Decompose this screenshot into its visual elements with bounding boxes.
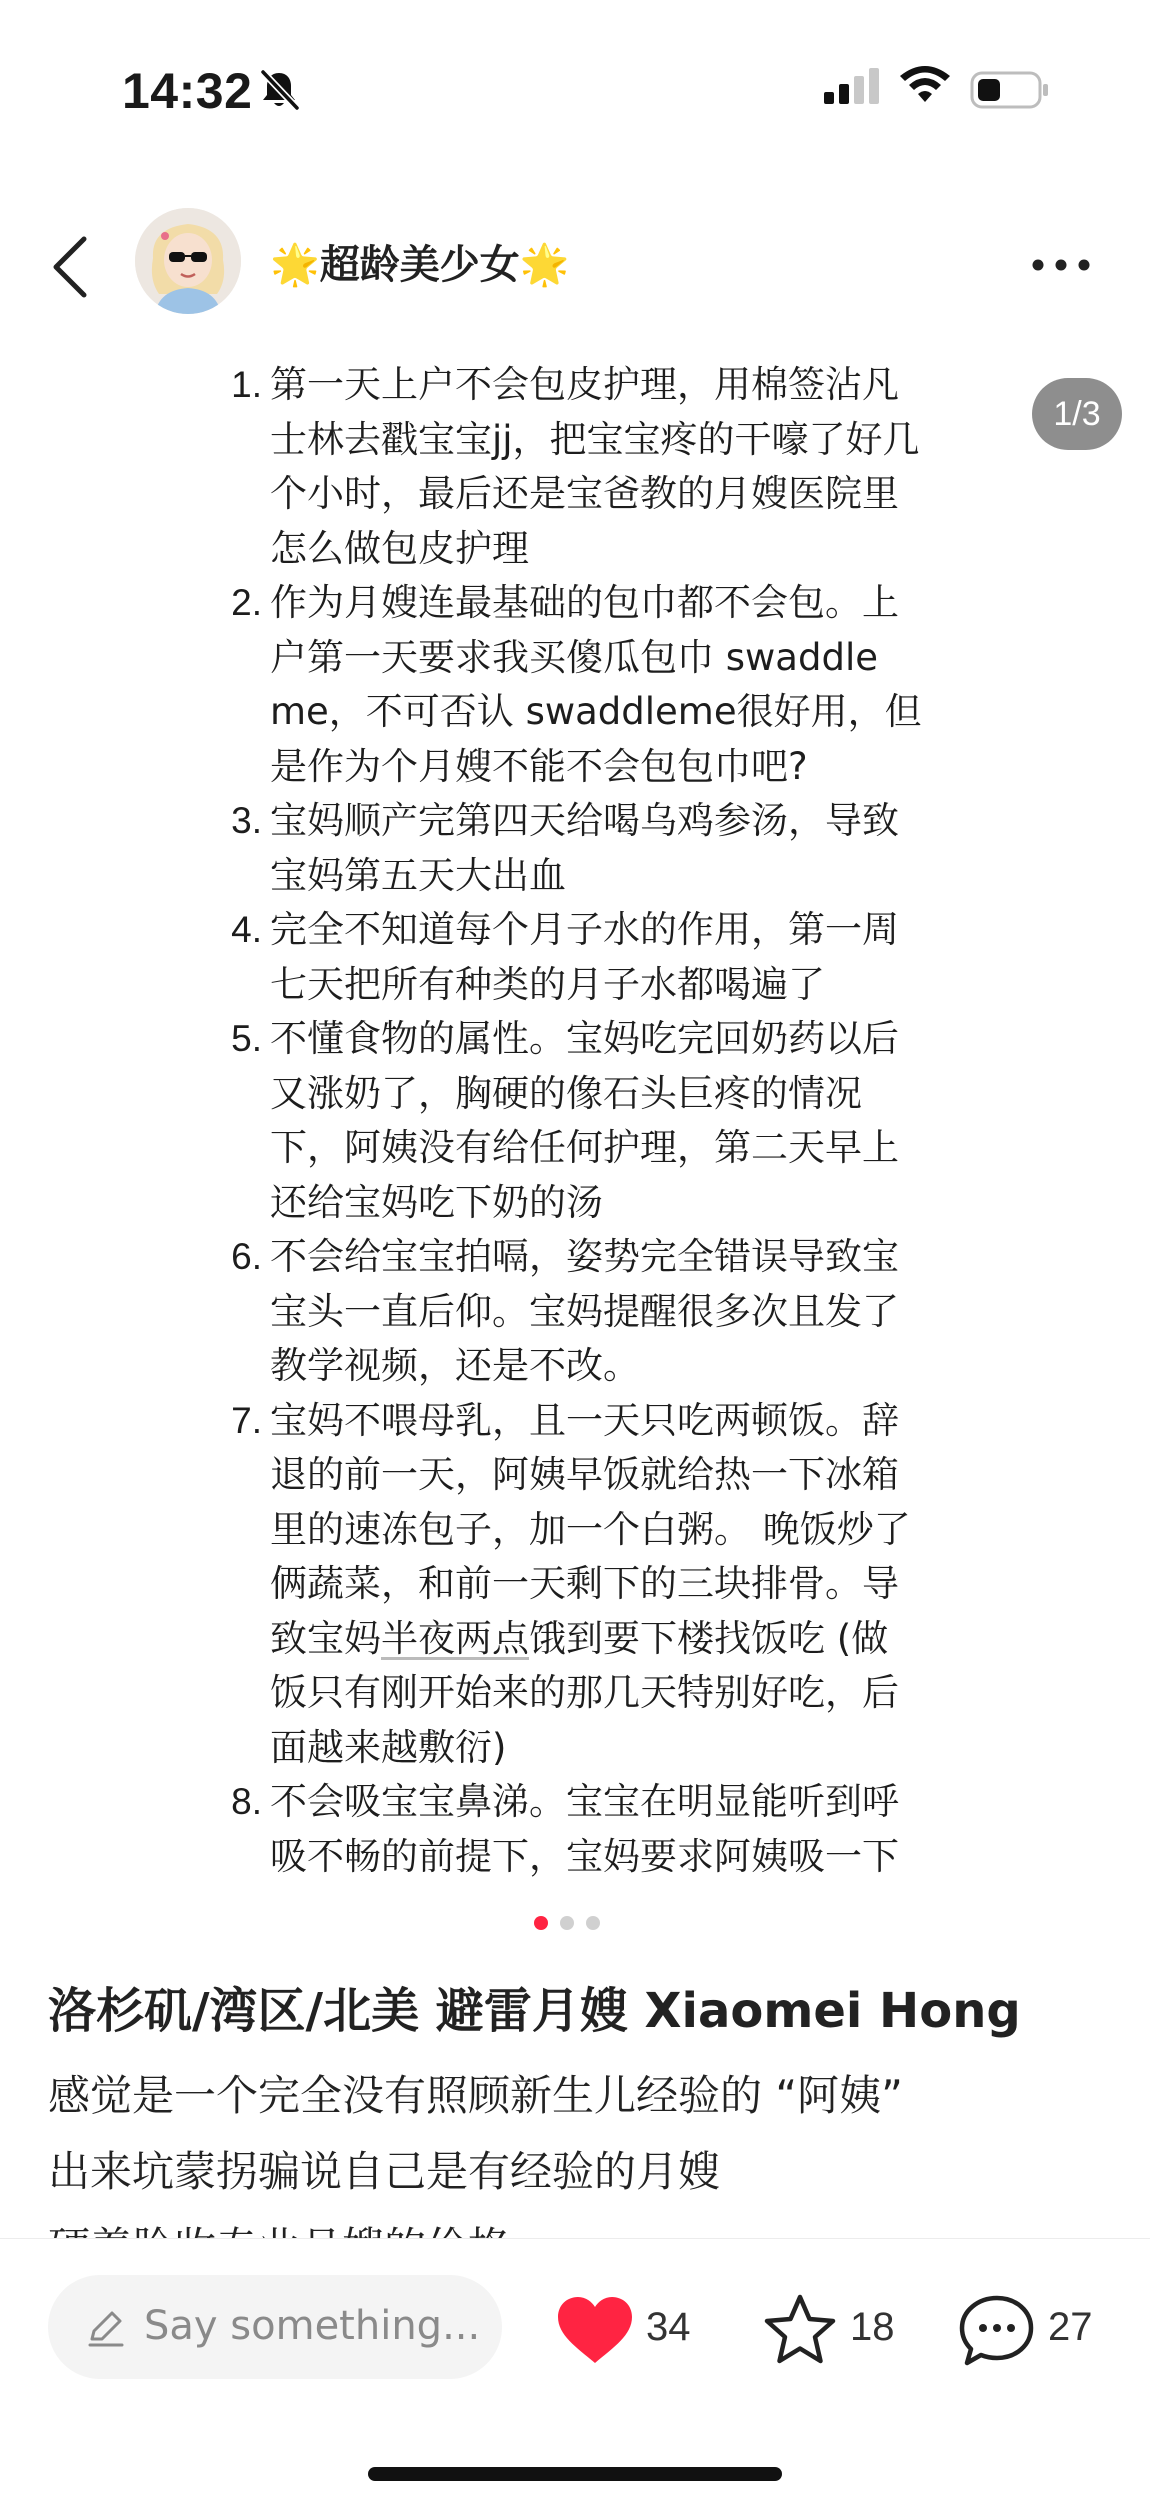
favorite-button[interactable]	[762, 2275, 912, 2379]
comment-button[interactable]	[958, 2275, 1108, 2379]
carousel-dot[interactable]	[586, 1916, 600, 1930]
list-item: 2. 作为月嫂连最基础的包巾都不会包。上 户第一天要求我买傻瓜包巾 swaddle me，不可否认 swaddleme很好用，但 是作为个月嫂不能不会包包巾吧?	[231, 581, 922, 788]
comment-bubble-icon	[958, 2293, 1036, 2373]
author-avatar[interactable]	[135, 208, 241, 314]
comment-placeholder: Say something...	[144, 2303, 481, 2349]
bottom-action-bar	[0, 2238, 1150, 2501]
carousel-dot[interactable]	[560, 1916, 574, 1930]
back-arrow-icon[interactable]	[50, 235, 90, 299]
wifi-icon	[898, 66, 952, 110]
status-time: 14:32	[122, 63, 253, 119]
carousel-dot-active[interactable]	[534, 1916, 548, 1930]
comment-count: 27	[1048, 2305, 1093, 2349]
signal-icon	[824, 68, 882, 108]
image-text-list	[210, 358, 980, 1884]
list-item: 4. 完全不知道每个月子水的作用，第一周 七天把所有种类的月子水都喝遍了	[231, 908, 899, 1006]
more-icon[interactable]	[1030, 257, 1092, 273]
list-item: 3. 宝妈顺产完第四天给喝乌鸡参汤，导致 宝妈第五天大出血	[231, 799, 899, 897]
page-indicator: 1/3	[1032, 378, 1122, 450]
list-item: 5. 不懂食物的属性。宝妈吃完回奶药以后 又涨奶了，胸硬的像石头巨疼的情况 下，阿姨没有给任何护理，第二天早上 还给宝妈吃下奶的汤	[231, 1017, 899, 1224]
post-body-line: 出来坑蒙拐骗说自己是有经验的月嫂	[48, 2147, 721, 2196]
like-count: 34	[646, 2305, 691, 2349]
list-item: 8. 不会吸宝宝鼻涕。宝宝在明显能听到呼 吸不畅的前提下，宝妈要求阿姨吸一下	[231, 1780, 899, 1878]
post-body-line: 感觉是一个完全没有照顾新生儿经验的 “阿姨”	[48, 2071, 903, 2120]
author-name[interactable]: 🌟超龄美少女🌟	[270, 242, 570, 288]
list-item: 1. 第一天上户不会包皮护理，用棉签沾凡 士林去戳宝宝jj，把宝宝疼的干嚎了好几 个小时，最后还是宝爸教的月嫂医院里 怎么做包皮护理	[231, 363, 920, 570]
favorite-count: 18	[850, 2305, 895, 2349]
bell-slash-icon	[257, 68, 301, 116]
star-icon	[762, 2293, 838, 2371]
list-item: 7. 宝妈不喂母乳，且一天只吃两顿饭。辞 退的前一天，阿姨早饭就给热一下冰箱 里的速冻包子，加一个白粥。 晚饭炒了 俩蔬菜，和前一天剩下的三块排骨。导 致宝妈半夜两点饿到要下楼找饭吃 (做 饭只有刚开始来的那几天特别好吃，后 面越来越敷衍)	[231, 1398, 911, 1769]
home-indicator[interactable]	[368, 2467, 782, 2481]
pencil-icon	[84, 2305, 128, 2353]
heart-icon	[556, 2295, 634, 2369]
comment-input[interactable]	[48, 2275, 502, 2379]
underlined-phrase: 半夜两点	[381, 1616, 529, 1660]
image-carousel[interactable]	[0, 330, 1150, 1890]
list-item: 6. 不会给宝宝拍嗝，姿势完全错误导致宝 宝头一直后仰。宝妈提醒很多次且发了 教学视频，还是不改。	[231, 1235, 899, 1387]
status-bar	[0, 0, 1150, 180]
post-title: 洛杉矶/湾区/北美 避雷月嫂 Xiaomei Hong	[48, 1983, 1021, 2039]
post-header	[0, 205, 1150, 325]
battery-icon	[970, 70, 1050, 114]
like-button[interactable]	[556, 2275, 706, 2379]
